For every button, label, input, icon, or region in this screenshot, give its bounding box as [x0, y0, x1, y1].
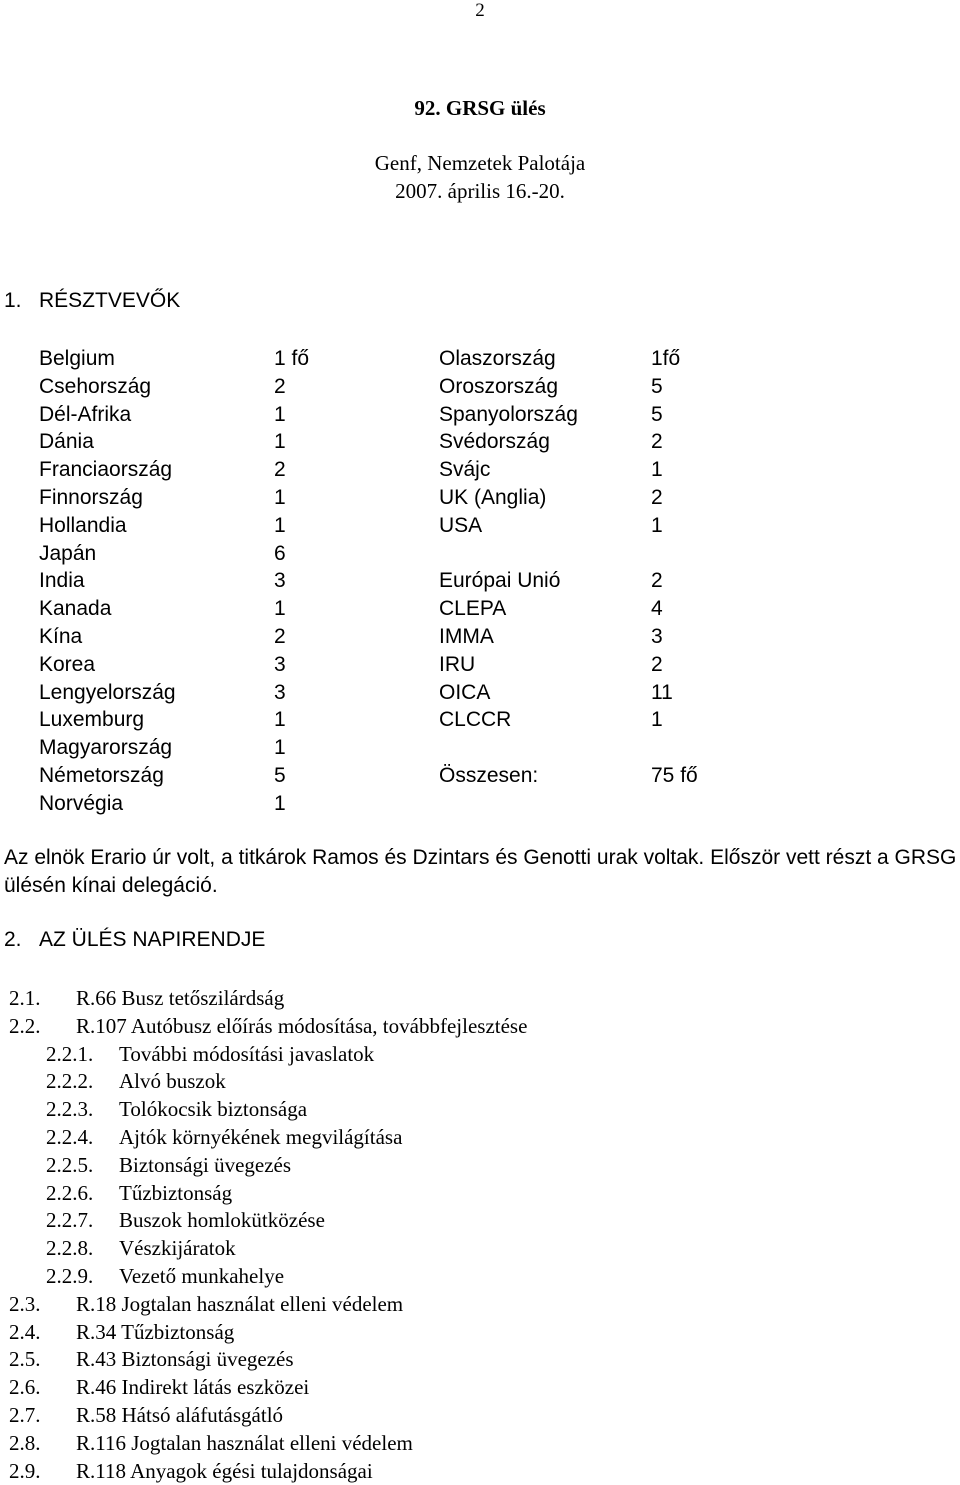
agenda-item-number: 2.2.5.: [46, 1152, 94, 1177]
agenda-item: [0, 1290, 960, 1318]
agenda-item-number: 2.4.: [9, 1319, 41, 1344]
participant-row: [0, 512, 960, 540]
delegate-count: 1: [274, 430, 286, 454]
agenda-item-text: R.118 Anyagok égési tulajdonságai: [76, 1458, 373, 1483]
agenda-item: [0, 1012, 960, 1040]
section-1-number: 1.: [4, 289, 22, 312]
agenda-item-text: R.18 Jogtalan használat elleni védelem: [76, 1291, 404, 1316]
country-name: Belgium: [39, 347, 115, 370]
agenda-item: [0, 1123, 960, 1151]
country-name: Svédország: [439, 430, 550, 454]
delegate-count: 1: [651, 458, 663, 482]
agenda-item: [0, 1345, 960, 1373]
agenda-item: [0, 1206, 960, 1234]
delegate-count: 2: [651, 486, 663, 509]
delegate-count: 1 fő: [274, 347, 310, 370]
participant-row: [0, 373, 960, 401]
agenda-item: [0, 1373, 960, 1401]
delegate-count: 5: [651, 402, 663, 426]
country-name: Norvégia: [39, 791, 124, 815]
section-1-title: RÉSZTVEVŐK: [39, 289, 181, 312]
agenda-item-number: 2.7.: [9, 1403, 41, 1427]
agenda-item: [0, 1429, 960, 1457]
country-name: Finnország: [39, 486, 143, 509]
agenda-item-text: Buszok homlokütközése: [119, 1208, 325, 1233]
section-2-title: AZ ÜLÉS NAPIRENDJE: [39, 928, 266, 951]
agenda-item-text: Alvó buszok: [119, 1069, 226, 1094]
delegate-count: 5: [651, 374, 663, 398]
agenda-item-text: R.107 Autóbusz előírás módosítása, továbbfejlesztése: [76, 1013, 528, 1038]
agenda-item: [0, 1151, 960, 1179]
agenda-item-text: Ajtók környékének megvilágítása: [119, 1125, 403, 1149]
participant-row: [0, 540, 960, 568]
country-name: Németország: [39, 764, 164, 787]
agenda-item-number: 2.5.: [9, 1347, 41, 1372]
agenda-item-number: 2.2.2.: [46, 1069, 94, 1094]
agenda-item-text: R.58 Hátsó aláfutásgátló: [76, 1403, 284, 1427]
agenda-item-number: 2.2.6.: [46, 1180, 94, 1205]
agenda-item-number: 2.2.3.: [46, 1097, 94, 1122]
agenda-item: [0, 1457, 960, 1485]
country-name: Spanyolország: [439, 402, 578, 426]
delegate-count: 1: [274, 402, 286, 426]
agenda-item: [0, 1262, 960, 1290]
delegate-count: 2: [274, 374, 286, 398]
agenda-item-text: Tűzbiztonság: [119, 1180, 233, 1205]
participant-row: [0, 345, 960, 373]
delegate-count: 1: [274, 736, 286, 760]
country-name: Dánia: [39, 430, 94, 454]
agenda-item: [0, 1067, 960, 1095]
page-number: 2: [475, 0, 485, 21]
country-name: Csehország: [39, 374, 152, 398]
participant-row: [0, 651, 960, 679]
delegate-count: 6: [274, 541, 286, 565]
document-title: 92. GRSG ülés: [414, 96, 546, 120]
participant-row: [0, 595, 960, 623]
delegate-count: 1: [274, 513, 286, 537]
agenda-item-number: 2.2.1.: [46, 1041, 94, 1066]
country-name: Olaszország: [439, 347, 556, 370]
agenda-item: [0, 1040, 960, 1068]
agenda-item-text: Vészkijáratok: [119, 1236, 236, 1261]
country-name: IMMA: [439, 625, 494, 648]
country-name: Európai Unió: [439, 569, 561, 593]
country-name: Hollandia: [39, 513, 127, 537]
delegate-count: 2: [651, 569, 663, 593]
delegate-count: 1: [274, 597, 286, 621]
agenda-item-number: 2.2.8.: [46, 1236, 94, 1261]
country-name: IRU: [439, 652, 476, 676]
intro-paragraph: Az elnök Erario úr volt, a titkárok Ramos és Dzintars és Genotti urak voltak. Először vett részt a GRSG ülésén kínai delegáció.: [4, 846, 957, 897]
agenda-item-text: Tolókocsik biztonsága: [119, 1097, 308, 1122]
country-name: Kína: [39, 625, 83, 648]
agenda-item-text: Biztonsági üvegezés: [119, 1152, 292, 1177]
agenda-item: [0, 1095, 960, 1123]
delegate-count: 4: [651, 597, 663, 621]
delegate-count: 1fő: [651, 347, 681, 370]
country-name: Lengyelország: [39, 680, 176, 704]
agenda-item-number: 2.9.: [9, 1458, 41, 1483]
agenda-item-text: Vezető munkahelye: [119, 1264, 285, 1288]
delegate-count: 3: [274, 569, 286, 593]
agenda-item-text: R.43 Biztonsági üvegezés: [76, 1347, 294, 1372]
agenda-item-text: R.34 Tűzbiztonság: [76, 1319, 235, 1344]
delegate-count: 2: [651, 430, 663, 454]
delegate-count: 75 fő: [651, 764, 698, 787]
delegate-count: 2: [274, 458, 286, 482]
delegate-count: 2: [274, 625, 286, 648]
participant-row: [0, 623, 960, 651]
country-name: Összesen:: [439, 764, 539, 787]
delegate-count: 1: [651, 513, 663, 537]
country-name: Franciaország: [39, 458, 173, 482]
delegate-count: 3: [651, 625, 663, 648]
agenda-item: [0, 1318, 960, 1346]
agenda-item-text: R.46 Indirekt látás eszközei: [76, 1375, 310, 1400]
delegate-count: 1: [274, 486, 286, 509]
agenda-item-text: További módosítási javaslatok: [119, 1041, 375, 1066]
agenda-item-number: 2.8.: [9, 1430, 41, 1455]
participant-row: [0, 790, 960, 818]
agenda-item-number: 2.1.: [9, 986, 41, 1010]
agenda-item-number: 2.2.7.: [46, 1208, 94, 1233]
participant-row: [0, 706, 960, 734]
delegate-count: 3: [274, 652, 286, 676]
participant-row: [0, 734, 960, 762]
country-name: Oroszország: [439, 374, 559, 398]
participant-row: [0, 428, 960, 456]
participant-row: [0, 567, 960, 595]
country-name: Magyarország: [39, 736, 173, 760]
agenda-item: [0, 1401, 960, 1429]
agenda-item: [0, 984, 960, 1012]
delegate-count: 1: [274, 708, 286, 732]
country-name: India: [39, 569, 85, 593]
agenda-item-number: 2.6.: [9, 1375, 41, 1400]
participant-row: [0, 484, 960, 512]
delegate-count: 11: [651, 680, 673, 704]
agenda-item-number: 2.2.: [9, 1013, 41, 1038]
agenda-item: [0, 1179, 960, 1207]
participant-row: [0, 456, 960, 484]
agenda-item-text: R.66 Busz tetőszilárdság: [76, 986, 285, 1010]
delegate-count: 1: [274, 791, 286, 815]
country-name: Dél-Afrika: [39, 402, 132, 426]
country-name: Japán: [39, 541, 97, 565]
agenda-item-number: 2.3.: [9, 1291, 41, 1316]
participant-row: [0, 762, 960, 790]
country-name: Kanada: [39, 597, 112, 621]
country-name: UK (Anglia): [439, 486, 547, 509]
country-name: Korea: [39, 652, 96, 676]
country-name: Luxemburg: [39, 708, 145, 732]
participant-row: [0, 401, 960, 429]
country-name: OICA: [439, 680, 491, 704]
delegate-count: 3: [274, 680, 286, 704]
section-2-number: 2.: [4, 928, 22, 951]
country-name: USA: [439, 513, 483, 537]
agenda-item-number: 2.2.4.: [46, 1125, 94, 1149]
agenda-item-number: 2.2.9.: [46, 1264, 94, 1288]
delegate-count: 1: [651, 708, 663, 732]
meeting-location: Genf, Nemzetek Palotája: [374, 151, 586, 175]
agenda-item-text: R.116 Jogtalan használat elleni védelem: [76, 1430, 413, 1455]
delegate-count: 2: [651, 652, 663, 676]
country-name: CLEPA: [439, 597, 507, 621]
agenda-item: [0, 1234, 960, 1262]
delegate-count: 5: [274, 764, 286, 787]
country-name: CLCCR: [439, 708, 512, 732]
country-name: Svájc: [439, 458, 491, 482]
meeting-date: 2007. április 16.-20.: [395, 179, 565, 203]
participant-row: [0, 679, 960, 707]
